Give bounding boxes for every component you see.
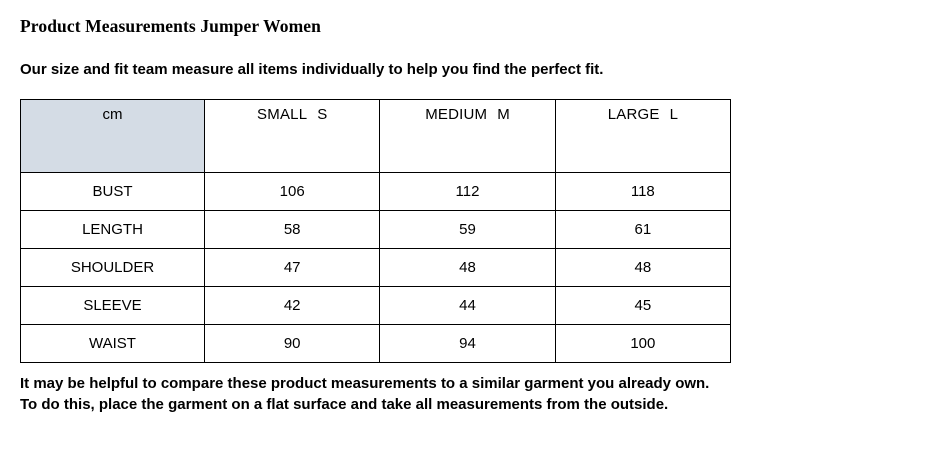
- table-row: [21, 325, 731, 363]
- cell-length-medium: 59: [380, 211, 555, 249]
- unit-label: cm: [102, 106, 123, 123]
- table-body: [21, 173, 731, 363]
- column-header-large: [555, 100, 730, 173]
- row-label-bust: BUST: [21, 173, 205, 211]
- cell-sleeve-large: 45: [555, 287, 730, 325]
- cell-length-small: 58: [205, 211, 380, 249]
- cell-bust-medium: 112: [380, 173, 555, 211]
- column-header-small: [205, 100, 380, 173]
- column-header-medium-name: MEDIUM: [425, 106, 488, 123]
- column-header-small-abbr: S: [317, 106, 328, 123]
- cell-sleeve-small: 42: [205, 287, 380, 325]
- column-header-medium: [380, 100, 555, 173]
- footer-line-2: To do this, place the garment on a flat surface and take all measurements from the outside.: [20, 396, 669, 413]
- table-row: [21, 249, 731, 287]
- cell-shoulder-medium: 48: [380, 249, 555, 287]
- table-header: [21, 100, 731, 173]
- cell-waist-large: 100: [555, 325, 730, 363]
- table-header-row: [21, 100, 731, 173]
- table-row: [21, 211, 731, 249]
- row-label-length: LENGTH: [21, 211, 205, 249]
- table-row: [21, 173, 731, 211]
- column-header-large-name: LARGE: [607, 106, 660, 123]
- row-label-waist: WAIST: [21, 325, 205, 363]
- cell-shoulder-small: 47: [205, 249, 380, 287]
- intro-text: Our size and fit team measure all items individually to help you find the perfect fit.: [20, 61, 604, 78]
- cell-length-large: 61: [555, 211, 730, 249]
- column-header-large-abbr: L: [669, 106, 678, 123]
- cell-bust-small: 106: [205, 173, 380, 211]
- cell-waist-small: 90: [205, 325, 380, 363]
- cell-waist-medium: 94: [380, 325, 555, 363]
- page-title: Product Measurements Jumper Women: [20, 16, 321, 36]
- cell-sleeve-medium: 44: [380, 287, 555, 325]
- cell-shoulder-large: 48: [555, 249, 730, 287]
- row-label-sleeve: SLEEVE: [21, 287, 205, 325]
- column-header-small-name: SMALL: [257, 106, 308, 123]
- cell-bust-large: 118: [555, 173, 730, 211]
- unit-header-cell: [21, 100, 205, 173]
- footer-line-1: It may be helpful to compare these product measurements to a similar garment you already own.: [20, 375, 710, 392]
- column-header-medium-abbr: M: [497, 106, 510, 123]
- size-measurements-table: [20, 99, 731, 363]
- footer-note: [20, 373, 911, 415]
- table-row: [21, 287, 731, 325]
- row-label-shoulder: SHOULDER: [21, 249, 205, 287]
